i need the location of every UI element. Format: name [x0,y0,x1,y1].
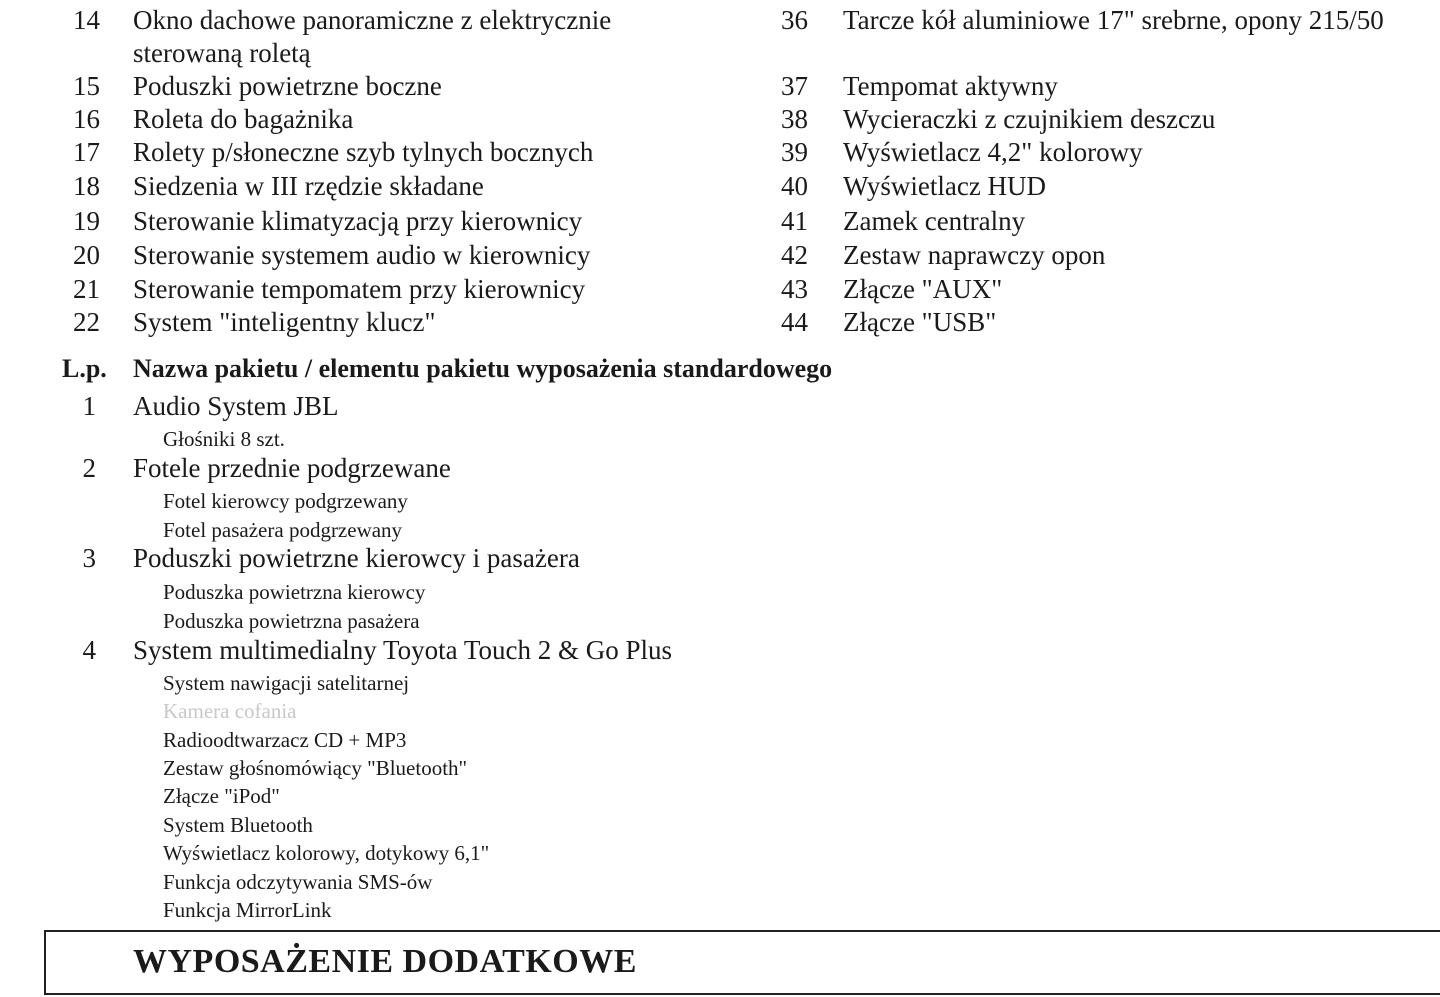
packages-header-title: Nazwa pakietu / elementu pakietu wyposażenia standardowego [133,354,833,383]
package-name: Fotele przednie podgrzewane [133,453,451,483]
package-item: Funkcja MirrorLink [163,898,332,922]
list-item-number: 37 [781,71,808,101]
package-item: Fotel kierowcy podgrzewany [163,489,408,513]
list-item-text: Wyświetlacz HUD [843,171,1047,201]
package-item: System Bluetooth [163,813,313,837]
list-item-text: Sterowanie tempomatem przy kierownicy [133,274,586,304]
list-item-text: Roleta do bagażnika [133,104,354,134]
list-item-number: 43 [781,274,808,304]
list-item-text: Siedzenia w III rzędzie składane [133,171,484,201]
package-item: Głośniki 8 szt. [163,427,285,451]
package-item: Poduszka powietrzna kierowcy [163,580,426,604]
package-number: 4 [82,635,96,665]
list-item-text: System "inteligentny klucz" [133,307,436,337]
list-item-number: 18 [73,171,100,201]
package-item: Poduszka powietrzna pasażera [163,609,420,633]
list-item-number: 41 [781,206,808,236]
list-item-text: Tempomat aktywny [843,71,1058,101]
package-name: Poduszki powietrzne kierowcy i pasażera [133,543,580,573]
package-item: Radioodtwarzacz CD + MP3 [163,728,407,752]
package-item: Kamera cofania [163,699,297,723]
list-item-number: 42 [781,240,808,270]
list-item-number: 44 [781,307,808,337]
list-item-number: 39 [781,137,808,167]
package-item: Złącze "iPod" [163,784,280,808]
list-item-text: Sterowanie klimatyzacją przy kierownicy [133,206,583,236]
package-name: System multimedialny Toyota Touch 2 & Go Plus [133,635,672,665]
list-item-number: 22 [73,307,100,337]
list-item-text: Tarcze kół aluminiowe 17" srebrne, opony 215/50 [843,5,1384,35]
list-item-number: 14 [73,5,100,35]
list-item-number: 36 [781,5,808,35]
package-item: Funkcja odczytywania SMS-ów [163,870,433,894]
list-item-text: Rolety p/słoneczne szyb tylnych bocznych [133,137,594,167]
list-item-number: 15 [73,71,100,101]
list-item-number: 17 [73,137,100,167]
list-item-text: Złącze "AUX" [843,274,1003,304]
package-item: System nawigacji satelitarnej [163,671,410,695]
package-name: Audio System JBL [133,391,339,421]
list-item-text: Zestaw naprawczy opon [843,240,1106,270]
list-item-text: Sterowanie systemem audio w kierownicy [133,240,591,270]
list-item-text: sterowaną roletą [133,38,311,68]
list-item-text: Okno dachowe panoramiczne z elektrycznie [133,5,612,35]
package-item: Fotel pasażera podgrzewany [163,518,403,542]
package-item: Zestaw głośnomówiący "Bluetooth" [163,756,468,780]
package-item: Wyświetlacz kolorowy, dotykowy 6,1" [163,841,490,865]
list-item-number: 21 [73,274,100,304]
list-item-text: Zamek centralny [843,206,1026,236]
list-item-number: 38 [781,104,808,134]
list-item-text: Złącze "USB" [843,307,997,337]
list-item-text: Poduszki powietrzne boczne [133,71,442,101]
package-number: 2 [82,453,96,483]
list-item-text: Wyświetlacz 4,2" kolorowy [843,137,1143,167]
package-number: 3 [82,543,96,573]
list-item-number: 20 [73,240,100,270]
list-item-number: 40 [781,171,808,201]
list-item-text: Wycieraczki z czujnikiem deszczu [843,104,1216,134]
list-item-number: 19 [73,206,100,236]
packages-header-lp: L.p. [62,354,107,383]
list-item-number: 16 [73,104,100,134]
package-number: 1 [82,391,96,421]
section-title: WYPOSAŻENIE DODATKOWE [133,943,637,980]
